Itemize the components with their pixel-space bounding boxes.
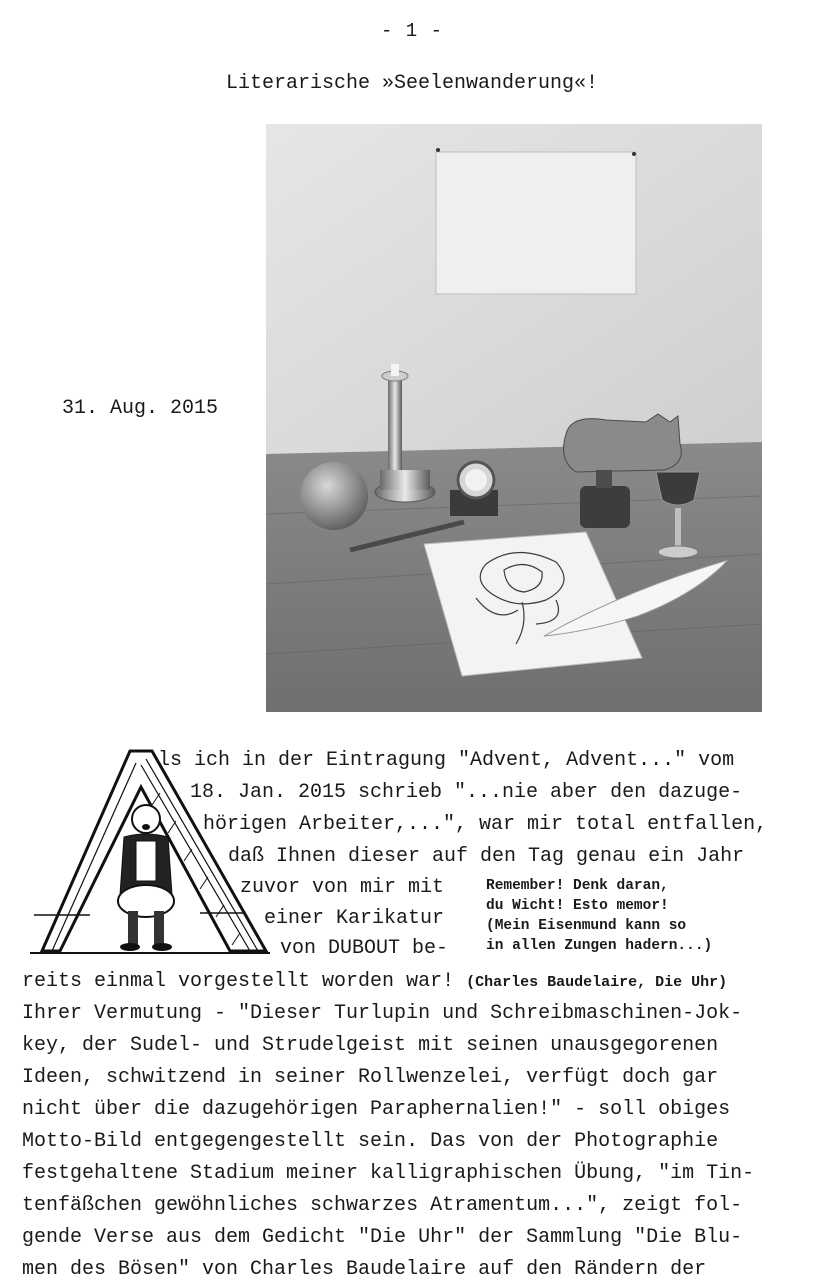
page-title: Literarische »Seelenwanderung«! [225,72,599,95]
intro-line: von DUBOUT be- [280,937,449,960]
intro-line: zuvor von mir mit [240,876,445,899]
intro-line: 18. Jan. 2015 schrieb "...nie aber den dazuge- [190,781,743,804]
body-line: Motto-Bild entgegengestellt sein. Das von der Photographie [22,1130,719,1153]
body-line [22,969,727,996]
page-number: - 1 - [380,20,443,42]
motto-line: in allen Zungen hadern...) [486,938,713,954]
intro-line: ls ich in der Eintragung "Advent, Advent..." vom [158,749,735,772]
body-text: reits einmal vorgestellt worden war! [22,970,467,993]
motto-line: (Mein Eisenmund kann so [486,918,687,934]
motto-line: Remember! Denk daran, [486,878,669,894]
still-life-photo [266,124,762,712]
entry-date: 31. Aug. 2015 [62,397,219,420]
body-line: nicht über die dazugehörigen Paraphernalien!" - soll obiges [22,1098,731,1121]
motto-line: du Wicht! Esto memor! [486,898,669,914]
body-line: festgehaltene Stadium meiner kalligraphischen Übung, "im Tin- [22,1162,755,1185]
body-line: gende Verse aus dem Gedicht "Die Uhr" der Sammlung "Die Blu- [22,1226,743,1249]
intro-line: daß Ihnen dieser auf den Tag genau ein Jahr [228,845,745,868]
body-line: Ideen, schwitzend in seiner Rollwenzelei, verfügt doch gar [22,1066,719,1089]
intro-line: hörigen Arbeiter,...", war mir total entfallen, [203,813,768,836]
motto-quote [486,876,712,956]
body-line: men des Bösen" von Charles Baudelaire auf den Rändern der [22,1258,707,1281]
intro-line: einer Karikatur [264,907,445,930]
body-line: tenfäßchen gewöhnliches schwarzes Atramentum...", zeigt fol- [22,1194,743,1217]
body-line: Ihrer Vermutung - "Dieser Turlupin und Schreibmaschinen-Jok- [22,1002,743,1025]
motto-source: (Charles Baudelaire, Die Uhr) [466,974,728,991]
body-line: key, der Sudel- und Strudelgeist mit seinen unausgegorenen [22,1034,719,1057]
